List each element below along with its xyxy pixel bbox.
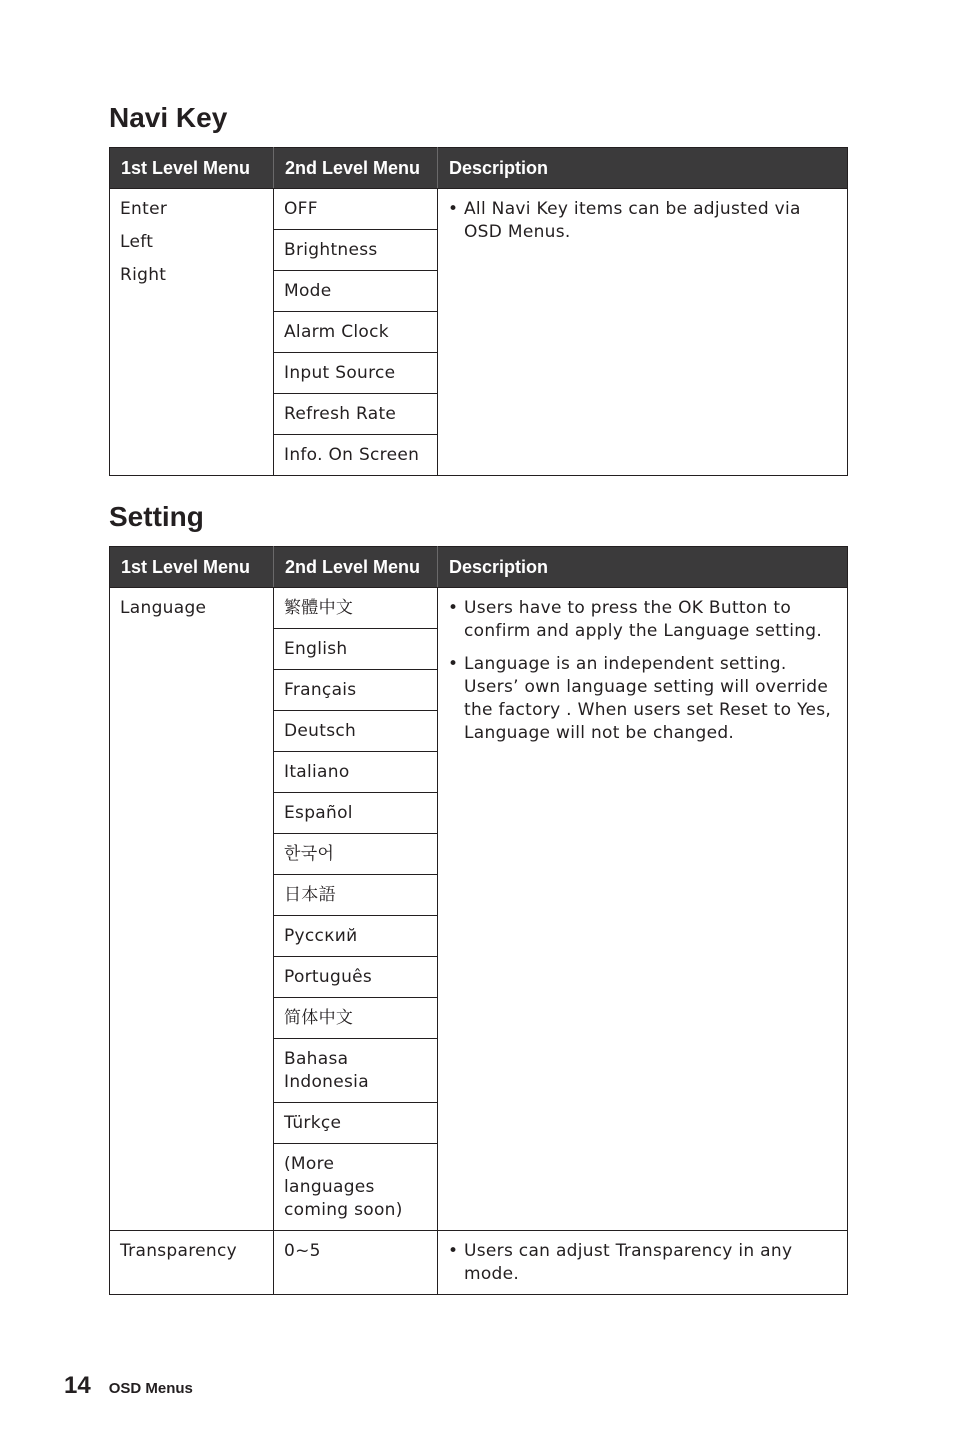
navi-key-table	[109, 147, 848, 476]
language-option: English	[274, 629, 438, 670]
table-header-row	[110, 547, 848, 588]
header-2nd-level-menu: 2nd Level Menu	[274, 148, 438, 189]
header-description: Description	[438, 148, 848, 189]
language-option: Русский	[274, 916, 438, 957]
language-description-cell	[438, 588, 848, 1231]
language-option: Türkçe	[274, 1103, 438, 1144]
navi-key-description-cell	[438, 189, 848, 476]
transparency-description-cell	[438, 1231, 848, 1295]
level1-item: Enter	[120, 199, 168, 219]
page-footer	[64, 1372, 193, 1400]
header-2nd-level-menu: 2nd Level Menu	[274, 547, 438, 588]
level2-item: Refresh Rate	[274, 394, 438, 435]
language-option: 한국어	[274, 834, 438, 875]
language-option: Italiano	[274, 752, 438, 793]
language-option: Bahasa Indonesia	[274, 1039, 438, 1103]
description-bullet: • Language is an independent setting. Users’ own language setting will override the factory . When users set Reset to Yes, Language will not be changed.	[448, 653, 839, 745]
level1-item: Left	[120, 232, 154, 252]
table-row	[110, 189, 848, 230]
table-row	[110, 588, 848, 629]
level2-item: Alarm Clock	[274, 312, 438, 353]
transparency-range: 0~5	[274, 1231, 438, 1295]
header-description: Description	[438, 547, 848, 588]
level2-item: Input Source	[274, 353, 438, 394]
section-title-navi-key: Navi Key	[109, 102, 228, 133]
description-bullet: • Users can adjust Transparency in any mode.	[448, 1240, 839, 1286]
language-option: Português	[274, 957, 438, 998]
language-option: 繁體中文	[274, 588, 438, 629]
level2-item: Mode	[274, 271, 438, 312]
page-number: 14	[64, 1372, 91, 1399]
section-title-setting: Setting	[109, 501, 204, 532]
table-header-row	[110, 148, 848, 189]
header-1st-level-menu: 1st Level Menu	[110, 547, 274, 588]
setting-table	[109, 546, 848, 1295]
level2-item: Info. On Screen	[274, 435, 438, 476]
language-level1-cell: Language	[110, 588, 274, 1231]
language-option: Deutsch	[274, 711, 438, 752]
language-option: 日本語	[274, 875, 438, 916]
header-1st-level-menu: 1st Level Menu	[110, 148, 274, 189]
table-row	[110, 1231, 848, 1295]
language-option: (More languages coming soon)	[274, 1144, 438, 1231]
transparency-level1-cell: Transparency	[110, 1231, 274, 1295]
level2-item: Brightness	[274, 230, 438, 271]
navi-key-level1-cell	[110, 189, 274, 476]
language-option: Español	[274, 793, 438, 834]
level2-item: OFF	[274, 189, 438, 230]
description-bullet: • Users have to press the OK Button to confirm and apply the Language setting.	[448, 597, 839, 643]
language-option: Français	[274, 670, 438, 711]
description-bullet: • All Navi Key items can be adjusted via OSD Menus.	[448, 198, 839, 244]
level1-item: Right	[120, 265, 167, 285]
footer-section-label: OSD Menus	[108, 1380, 193, 1397]
language-option: 简体中文	[274, 998, 438, 1039]
